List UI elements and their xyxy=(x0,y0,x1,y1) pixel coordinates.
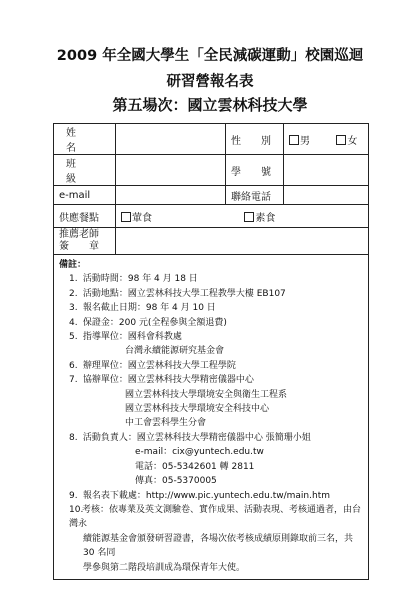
row-meal xyxy=(54,205,369,228)
student-id-label: 學 號 xyxy=(226,155,284,186)
veg-label: 素食 xyxy=(255,212,276,224)
contact-fax: 傳真：05-5370005 xyxy=(135,476,217,487)
email-field[interactable] xyxy=(116,186,226,205)
male-checkbox[interactable] xyxy=(289,135,299,145)
teacher-label xyxy=(54,228,116,255)
title-line-2: 研習營報名表 xyxy=(166,74,254,90)
teacher-label-line-2: 簽 章 xyxy=(59,241,99,252)
phone-label: 聯絡電話 xyxy=(226,186,284,205)
class-label: 班 級 xyxy=(54,155,116,186)
contact-phone: 電話：05-5342601 轉 2811 xyxy=(135,461,255,472)
row-notes xyxy=(54,255,369,580)
teacher-label-line-1: 推薦老師 xyxy=(59,229,99,240)
row-teacher xyxy=(54,228,369,255)
email-label: e-mail xyxy=(54,186,116,205)
class-field[interactable] xyxy=(116,155,226,186)
meat-checkbox[interactable] xyxy=(121,212,131,222)
note-item: 2. 活動地點：國立雲林科技大學工程教學大樓 EB107 xyxy=(69,288,286,299)
note-item: 5. 指導單位：國科會科教處 xyxy=(69,332,182,343)
note-item: 1. 活動時間：98 年 4 月 18 日 xyxy=(69,274,198,285)
note-continuation: 國立雲林科技大學環境安全與衛生工程系 xyxy=(125,389,288,400)
veg-checkbox[interactable] xyxy=(244,212,254,222)
notes-title: 備註： xyxy=(59,260,87,270)
meat-label: 葷食 xyxy=(132,212,152,224)
note-item: 8. 活動負責人：國立雲林科技大學精密儀器中心 張簡珊小姐 xyxy=(69,432,311,443)
female-checkbox[interactable] xyxy=(336,135,346,145)
male-label: 男 xyxy=(300,135,310,147)
meal-options xyxy=(116,205,369,228)
note-continuation: 續能源基金會頒發研習證書，各場次依考核成績原則錄取前三名，共 30 名同 xyxy=(83,533,354,559)
phone-field[interactable] xyxy=(284,186,369,205)
note-continuation: 台灣永續能源研究基金會 xyxy=(125,346,225,357)
gender-field xyxy=(284,124,369,155)
note-continuation: 中工會雲科學生分會 xyxy=(125,418,207,429)
registration-form xyxy=(53,123,369,580)
teacher-signature-field[interactable] xyxy=(116,228,369,255)
title-line-3: 第五場次：國立雲林科技大學 xyxy=(112,96,308,114)
contact-email: e-mail：cix@yuntech.edu.tw xyxy=(135,447,264,458)
student-id-field[interactable] xyxy=(284,155,369,186)
notes-section xyxy=(54,255,369,580)
meal-label: 供應餐點 xyxy=(54,205,116,228)
title-line-1: 2009 年全國大學生「全民減碳運動」校園巡迴 xyxy=(56,48,364,64)
row-name xyxy=(54,124,369,155)
note-item: 9. 報名表下載處：http://www.pic.yuntech.edu.tw/main.htm xyxy=(69,490,330,501)
note-item: 7. 協辦單位：國立雲林科技大學精密儀器中心 xyxy=(69,375,254,386)
name-label: 姓 名 xyxy=(54,124,116,155)
gender-label: 性 別 xyxy=(226,124,284,155)
note-item: 4. 保證金：200 元(全程參與全額退費) xyxy=(69,317,227,328)
note-continuation: 國立雲林科技大學環境安全科技中心 xyxy=(125,404,270,415)
row-class xyxy=(54,155,369,186)
note-item: 6. 辦理單位：國立雲林科技大學工程學院 xyxy=(69,360,236,371)
note-item: 10.考核：依專業及英文測驗卷、實作成果、活動表現、考核通過者，由台灣永 xyxy=(69,504,362,530)
female-label: 女 xyxy=(347,135,358,147)
name-field[interactable] xyxy=(116,124,226,155)
note-item: 3. 報名截止日期：98 年 4 月 10 日 xyxy=(69,303,216,314)
note-continuation: 學參與第二階段培訓成為環保青年大使。 xyxy=(83,562,246,573)
row-email xyxy=(54,186,369,205)
